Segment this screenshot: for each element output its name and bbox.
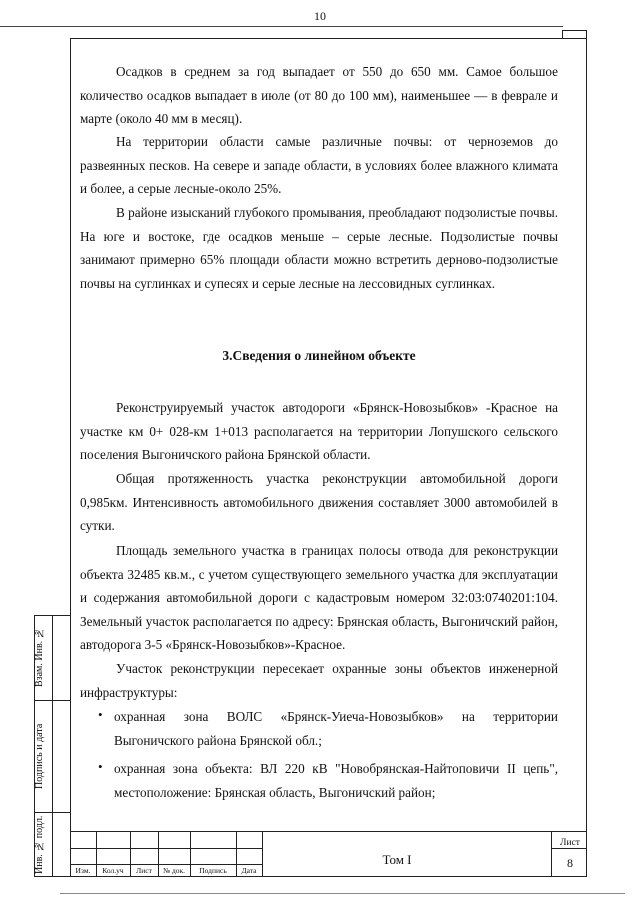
bullet-item: охранная зона ВОЛС «Брянск-Уиеча-Новозыбков» на территории Выгоничского района Брянской обл.; <box>114 709 558 748</box>
title-block-row-rule <box>70 848 262 849</box>
side-label-podpis: Подпись и дата <box>34 723 45 789</box>
paragraph-precipitation: Осадков в среднем за год выпадает от 550 до 650 мм. Самое большое количество осадков выпадает в июле (от 80 до 100 мм), наименьшее — в феврале и марте (около 40 мм в месяц). <box>80 64 558 126</box>
paragraph-survey-area: В районе изысканий глубокого промывания, преобладают подзолистые почвы. На юге и востоке, где осадков меньше – серые лесные. Подзолистые почвы занимают примерно 65% площади области можно встретить дерново-подзолистые почвы на суглинках и супесях и серые лесные на лессовидных суглинках. <box>80 205 558 291</box>
volume-label: Том I <box>382 852 412 867</box>
sheet-label: Лист <box>560 838 580 848</box>
title-block-col-rule <box>551 831 552 877</box>
tb-col-list: Лист <box>136 866 152 875</box>
paragraph-soils: На территории области самые различные почвы: от черноземов до развеянных песков. На севере и западе области, в условиях более влажного климата и более, а серые лесные-около 25%. <box>80 134 558 196</box>
tb-col-data: Дата <box>241 866 257 875</box>
paragraph-road-section: Реконструируемый участок автодороги «Брянск-Новозыбков» -Красное на участке км 0+ 028-км 1+013 располагается на территории Лопушского сельского поселения Выгоничского района Брянской области. <box>80 400 558 462</box>
bullet-dot: • <box>98 759 103 774</box>
paragraph-length: Общая протяженность участка реконструкции автомобильной дороги 0,985км. Интенсивность автомобильного движения составляет 3000 автомобилей в сутки. <box>80 471 558 533</box>
paragraph-land-area: Площадь земельного участка в границах полосы отвода для реконструкции объекта 32485 кв.м., с учетом существующего земельного участка для эксплуатации и содержания автомобильной дороги с кадастровым номером 32:03:0740201:104. Земельный участок располагается по адресу: Брянская область, Выгоничский район, автодорога 3-5 «Брянск-Новозыбков»-Красное. <box>80 543 558 652</box>
title-block-row-rule <box>70 864 262 865</box>
top-rule <box>0 26 563 27</box>
tb-col-podpis: Подпись <box>199 866 227 875</box>
bullet-dot: • <box>98 707 103 722</box>
sheet-number: 8 <box>567 856 573 870</box>
tb-col-doc: № док. <box>162 866 186 875</box>
page-number-top: 10 <box>314 9 326 23</box>
bottom-scan-edge <box>60 893 625 894</box>
side-label-inv: Инв. № подл. <box>34 815 45 874</box>
tb-col-izm: Изм. <box>75 866 91 875</box>
bullet-item: охранная зона объекта: ВЛ 220 кВ "Новобрянская-Найтоповичи II цепь", местоположение: Брянская область, Выгоничский район; <box>114 761 558 800</box>
title-block-col-rule <box>262 831 263 877</box>
title-block-top-rule <box>70 831 587 832</box>
frame-corner-tab <box>562 30 587 38</box>
side-label-vzam: Взам. Инв. № <box>34 627 45 688</box>
section-heading: 3.Сведения о линейном объекте <box>222 348 416 363</box>
title-block-list-rule <box>551 848 587 849</box>
tb-col-kol: Кол.уч <box>102 866 124 875</box>
paragraph-protected-zones: Участок реконструкции пересекает охранные зоны объектов инженерной инфраструктуры: <box>80 661 558 700</box>
side-strip-divider <box>52 615 53 877</box>
